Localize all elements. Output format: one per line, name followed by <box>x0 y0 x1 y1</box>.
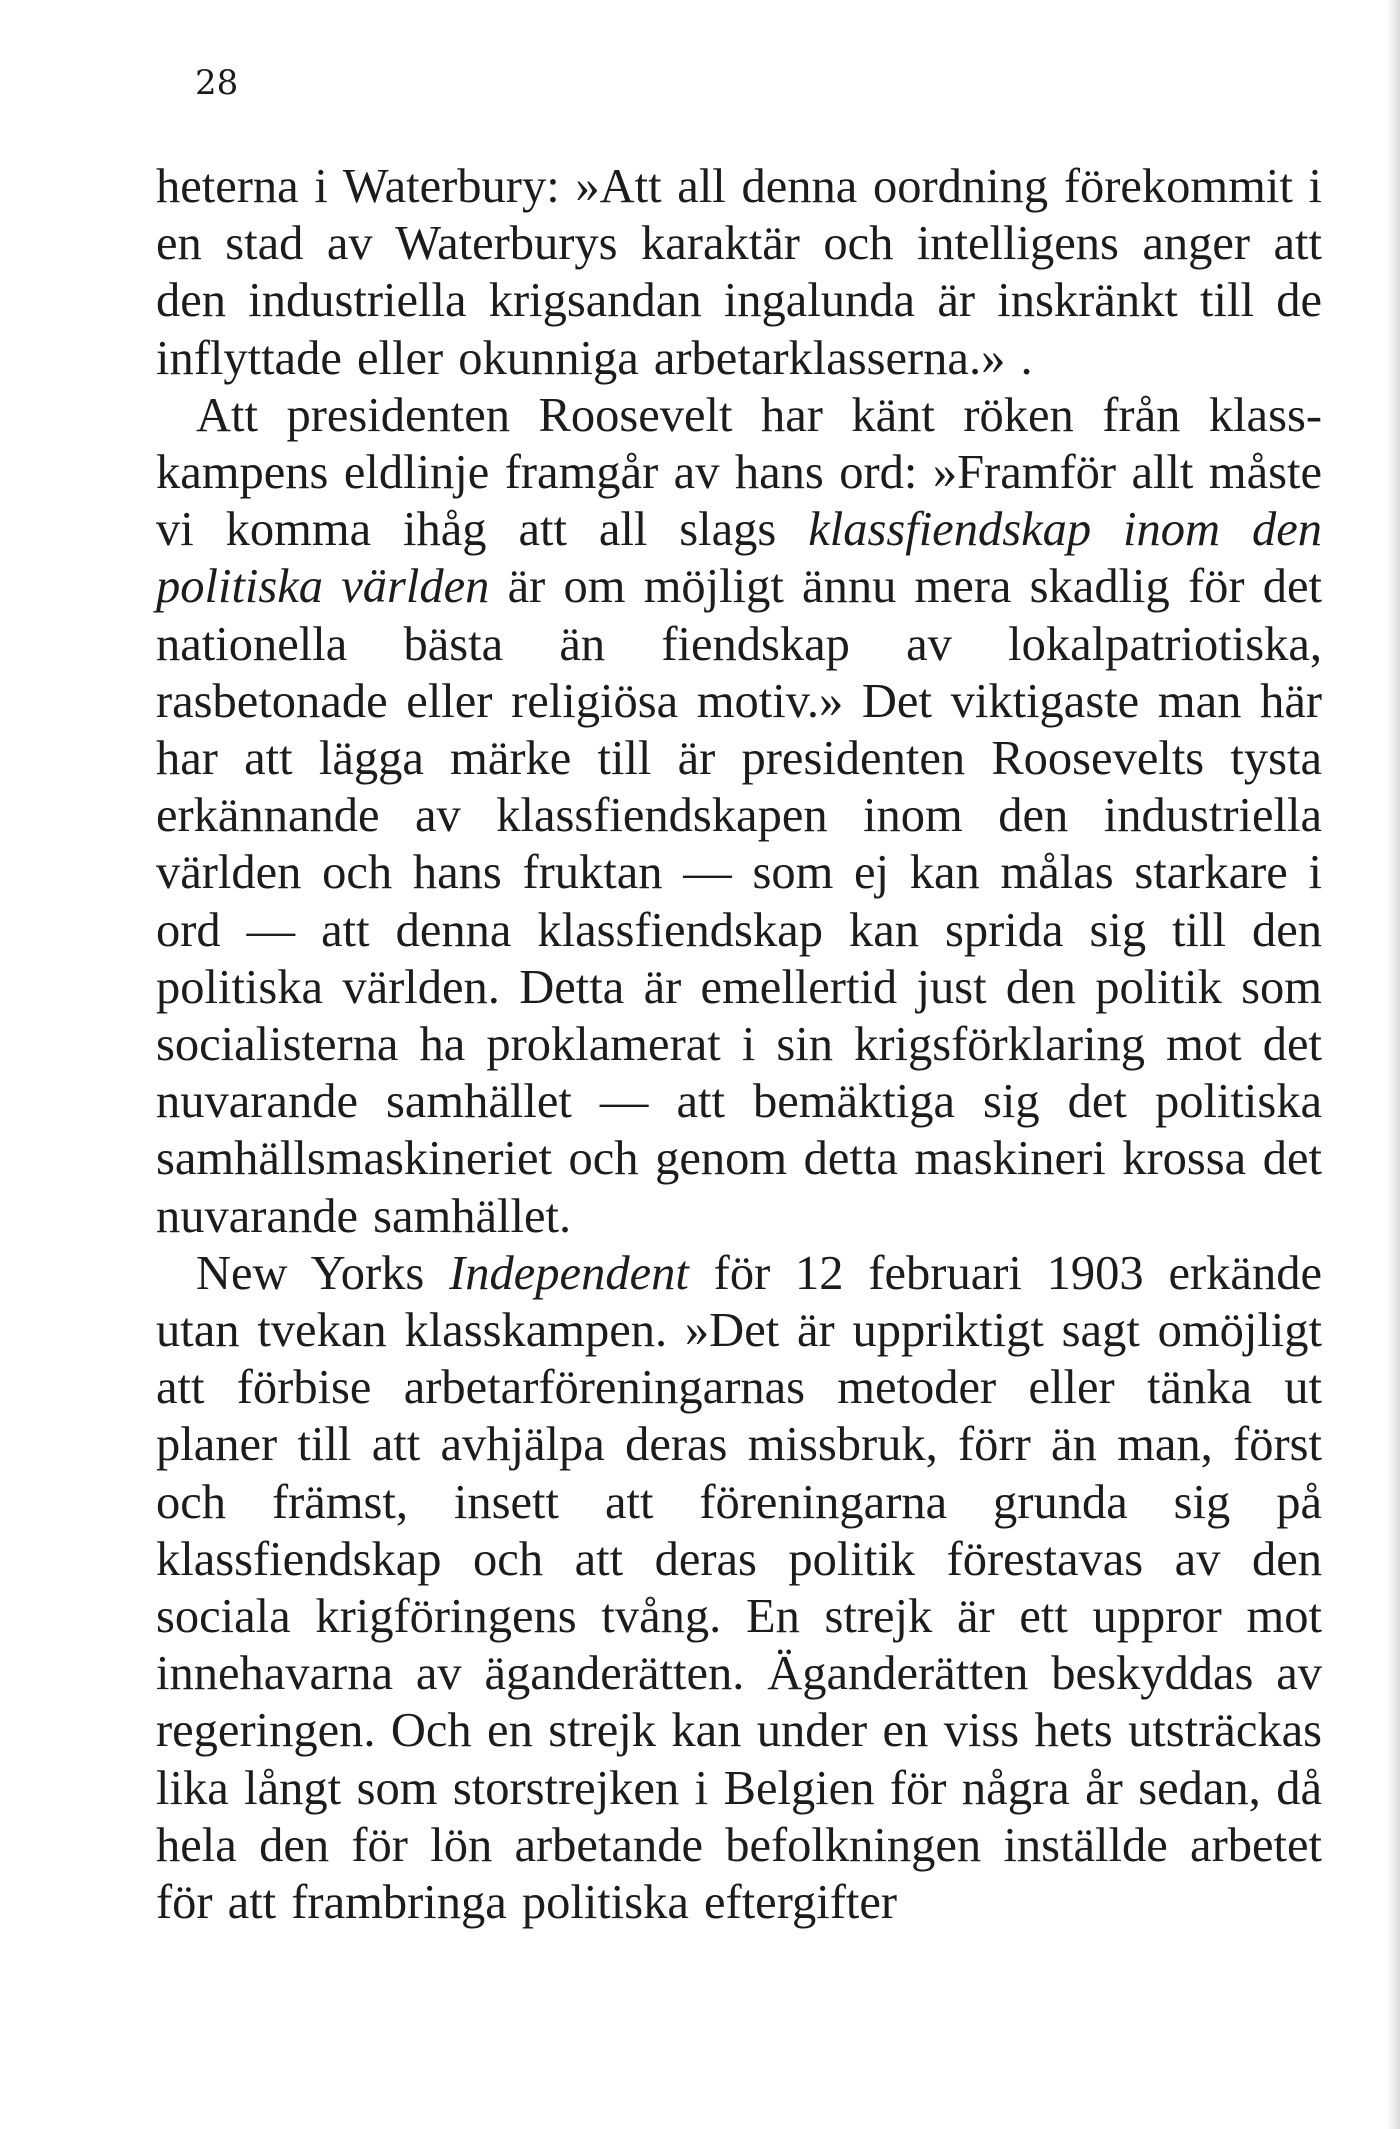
italic-emphasis: klassfiendskap inom den politiska världen <box>156 503 1322 614</box>
body-text <box>156 158 1322 1931</box>
text-segment: heterna i Waterbury: »Att all denna oordning förekommit i en stad av Waterburys karaktär och intelligens anger att den industriella krigsandan ingalunda är inskränkt till de inflyttade eller okunniga arbetarklasserna.» . <box>156 160 1322 385</box>
page-number: 28 <box>195 63 239 103</box>
text-segment: Att presidenten Roosevelt har känt röken från klasskampens eldlinje framgår av hans ord: »Framför allt måste vi komma ihåg att all slags <box>156 388 1322 557</box>
page-edge-shadow <box>1386 0 1400 2129</box>
paragraph-independent <box>156 1245 1322 1931</box>
paragraph-waterbury-quote <box>156 158 1322 387</box>
italic-publication-title: Independent <box>449 1246 689 1300</box>
paragraph-roosevelt <box>156 387 1322 1245</box>
text-segment: är om möjligt ännu mera skadlig för det nationella bästa än fiendskap av lokalpatriotiska, rasbetonade eller religiösa motiv.» Det viktigaste man här har att lägga märke till är presidenten Roosevelts tysta erkännande av klassfiendskapen inom den industriella världen och hans fruktan — som ej kan målas starkare i ord — att denna klassfiendskap kan sprida sig till den politiska världen. Detta är emellertid just den politik som socialisterna ha proklamerat i sin krigsförklaring mot det nuvarande samhället — att bemäktiga sig det politiska samhällsmaskineriet och genom detta maskineri krossa det nuvarande samhället. <box>156 560 1323 1243</box>
text-segment: New Yorks <box>196 1246 450 1300</box>
text-segment: för 12 februari 1903 erkände utan tvekan klasskampen. »Det är uppriktigt sagt omöjligt att förbise arbetarföreningarnas metoder eller tänka ut planer till att avhjälpa deras missbruk, förr än man, först och främst, insett att föreningarna grunda sig på klassfiendskap och att deras politik förestavas av den sociala krigföringens tvång. En strejk är ett uppror mot innehavarna av äganderätten. Äganderätten beskyddas av regeringen. Och en strejk kan under en viss hets utsträckas lika långt som storstrejken i Belgien för några år sedan, då hela den för lön arbetande befolkningen inställde arbetet för att frambringa politiska eftergifter <box>156 1246 1322 1930</box>
